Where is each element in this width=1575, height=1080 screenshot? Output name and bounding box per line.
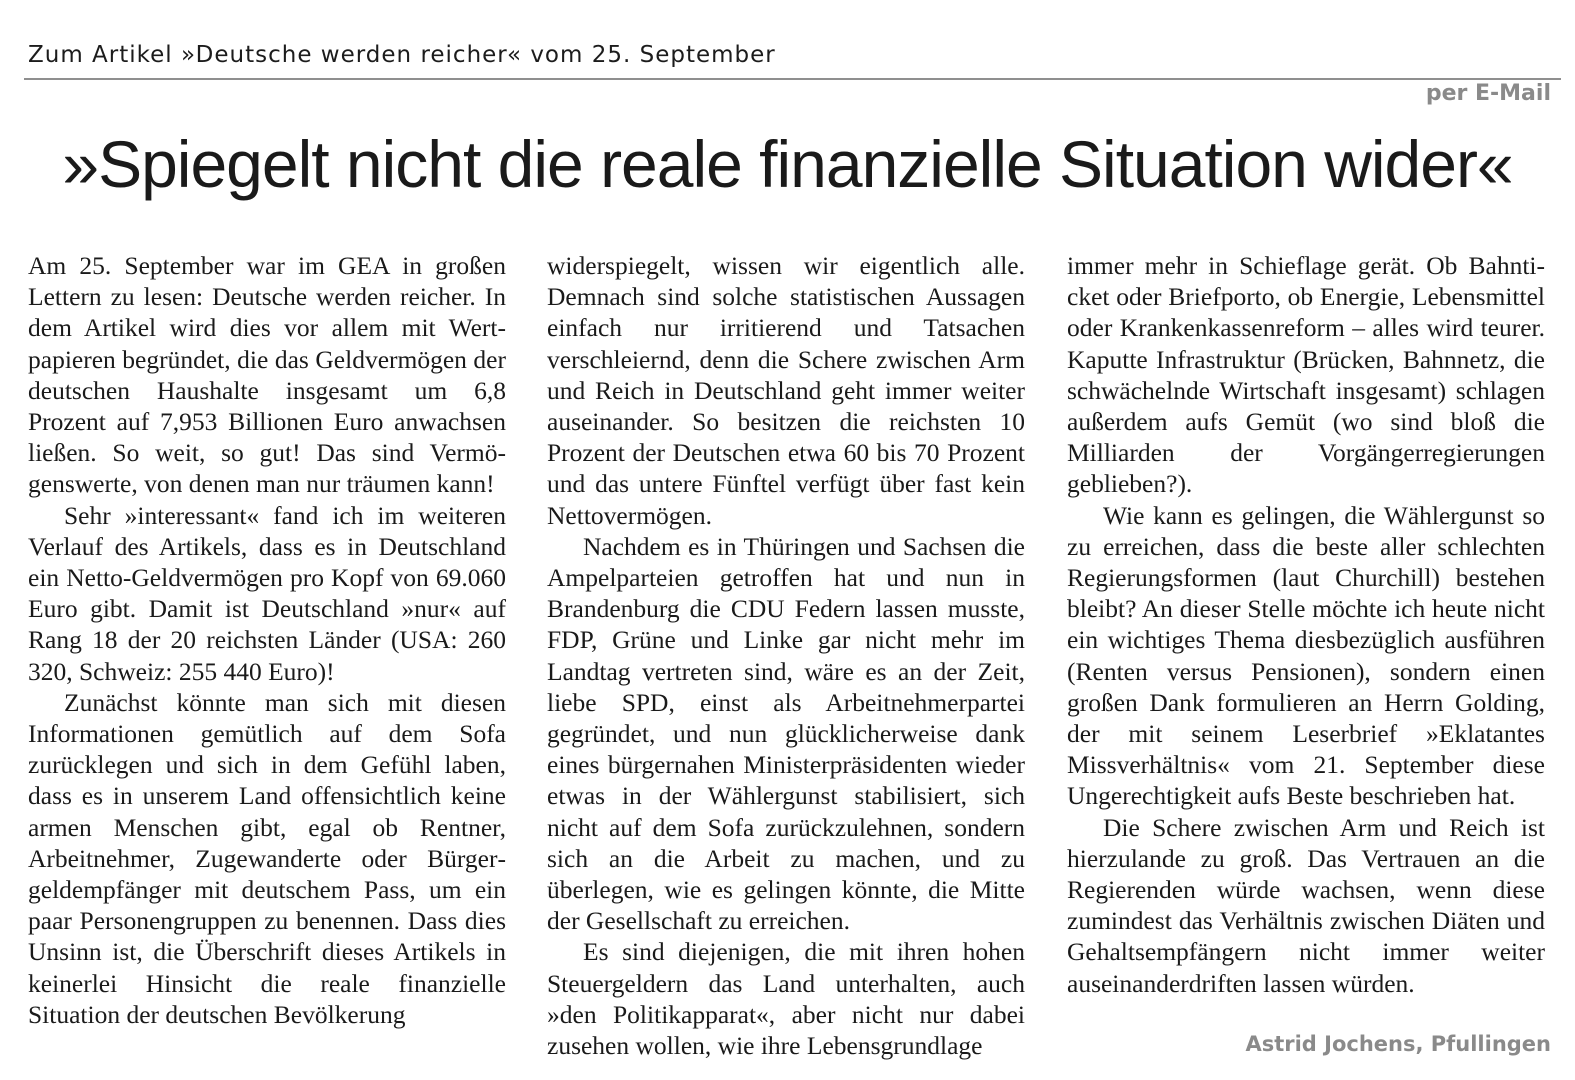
column-2 xyxy=(547,250,1025,1070)
submission-source: per E-Mail xyxy=(1425,81,1551,106)
column-3 xyxy=(1067,250,1545,1070)
kicker-rule xyxy=(24,78,1561,80)
headline: »Spiegelt nicht die reale finanzielle Situation wider« xyxy=(62,127,1513,201)
paragraph: Nachdem es in Thüringen und Sachsen die Ampelparteien getroffen hat und nun in Brandenburg die CDU Federn lassen musste, FDP, Grüne und Linke gar nicht mehr im Landtag vertreten sind, wäre es an der Zeit, liebe SPD, einst als Arbeitnehmerpartei gegründet, und nun glücklicherweise dank eines bürgernahen Ministerpräsidenten wieder etwas in der Wählergunst stabilisiert, sich nicht auf dem Sofa zurückzulehnen, sondern sich an die Arbeit zu machen, und zu überlegen, wie es gelingen könnte, die Mitte der Gesellschaft zu erreichen. xyxy=(547,531,1025,936)
paragraph: widerspiegelt, wissen wir eigentlich alle. Demnach sind solche statistischen Aussagen einfach nur irritierend und Tatsachen verschleiernd, denn die Schere zwischen Arm und Reich in Deutschland geht immer weiter auseinander. So besitzen die reichsten 10 Prozent der Deutschen etwa 60 bis 70 Prozent und das untere Fünftel verfügt über fast kein Nettovermögen. xyxy=(547,251,1025,530)
kicker-line: Zum Artikel »Deutsche werden reicher« vom 25. September xyxy=(28,42,776,68)
paragraph: Es sind diejenigen, die mit ihren hohen Steuergeldern das Land unterhalten, auch »den Politikapparat«, aber nicht nur dabei zusehen wollen, wie ihre Lebensgrundlage xyxy=(547,937,1025,1061)
paragraph: Sehr »interessant« fand ich im weiteren Verlauf des Artikels, dass es in Deutschland ein Netto-Geldvermögen pro Kopf von 69.060 Euro gibt. Damit ist Deutschland »nur« auf Rang 18 der 20 reichsten Länder (USA: 260 320, Schweiz: 255 440 Euro)! xyxy=(28,500,506,686)
paragraph: Wie kann es gelingen, die Wählergunst so zu erreichen, dass die beste aller schlechten Regierungsformen (laut Churchill) bestehen bleibt? An dieser Stelle möchte ich heute nicht ein wichtiges Thema diesbezüglich ausführen (Renten versus Pensionen), sondern einen großen Dank formulieren an Herrn Golding, der mit seinem Leserbrief »Eklatantes Missverhältnis« vom 21. September diese Ungerechtigkeit aufs Beste beschrieben hat. xyxy=(1067,500,1545,811)
paragraph: Zunächst könnte man sich mit diesen Informationen gemütlich auf dem Sofa zurücklegen und sich in dem Gefühl laben, dass es in unserem Land offensichtlich keine armen Menschen gibt, egal ob Rentner, Arbeitnehmer, Zugewanderte oder Bürgergeldempfänger mit deutschem Pass, um ein paar Personengruppen zu benennen. Dass dies Unsinn ist, die Überschrift dieses Artikels in keinerlei Hinsicht die reale finanzielle Situation der deutschen Bevölkerung xyxy=(28,687,506,1029)
paragraph: immer mehr in Schieflage gerät. Ob Bahnticket oder Briefporto, ob Energie, Lebensmittel oder Krankenkassenreform – alles wird teurer. Kaputte Infrastruktur (Brücken, Bahnnetz, die schwächelnde Wirtschaft insgesamt) schlagen außerdem aufs Gemüt (wo sind bloß die Milliarden der Vorgängerregierungen geblieben?). xyxy=(1067,251,1545,499)
author-signature: Astrid Jochens, Pfullingen xyxy=(1245,1032,1551,1056)
column-1 xyxy=(28,250,506,1070)
paragraph: Die Schere zwischen Arm und Reich ist hierzulande zu groß. Das Vertrauen an die Regierenden würde wachsen, wenn diese zumindest das Verhältnis zwischen Diäten und Gehaltsempfängern nicht immer weiter auseinanderdriften lassen würden. xyxy=(1067,812,1545,998)
paragraph: Am 25. September war im GEA in großen Lettern zu lesen: Deutsche werden reicher. In dem Artikel wird dies vor allem mit Wertpapieren begründet, die das Geldvermögen der deutschen Haushalte insgesamt um 6,8 Prozent auf 7,953 Billionen Euro anwachsen ließen. So weit, so gut! Das sind Vermögenswerte, von denen man nur träumen kann! xyxy=(28,251,506,499)
